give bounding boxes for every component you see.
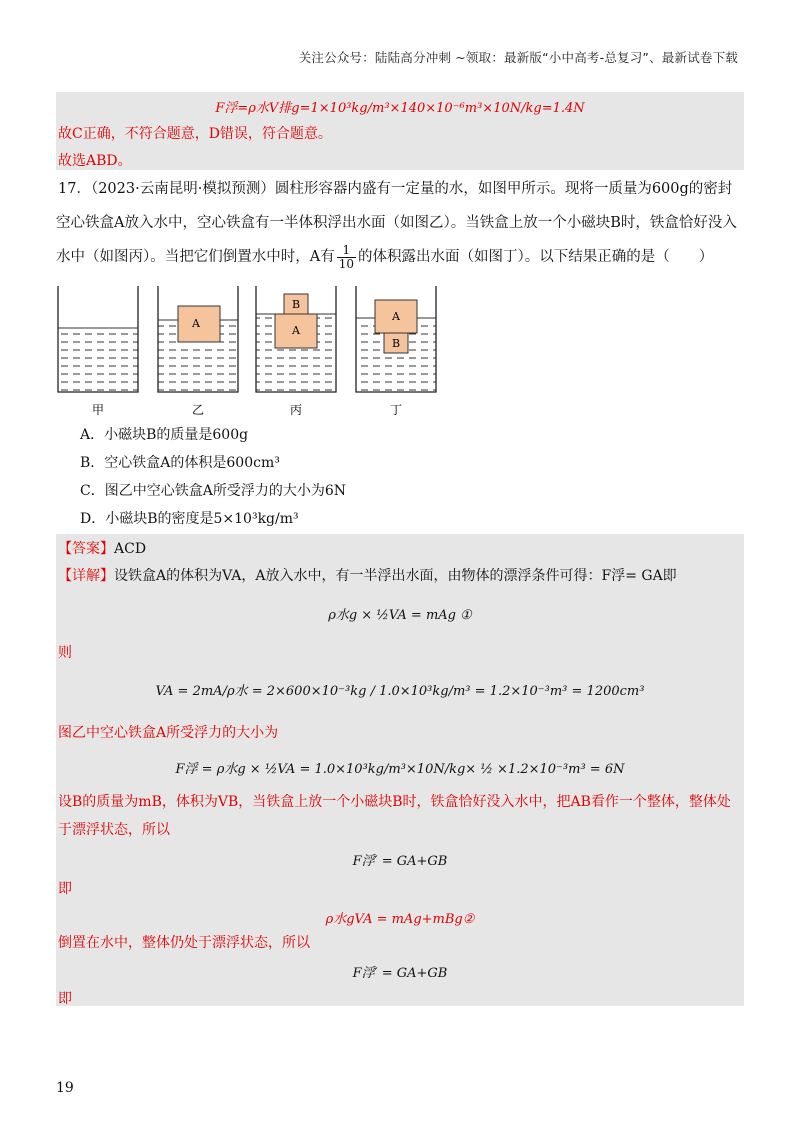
detail-line-1 — [58, 565, 677, 585]
question-number: 17． — [58, 181, 91, 197]
beaker-jia — [58, 286, 138, 392]
question-text-c: 的体积露出水面（如图丁）。以下结果正确的是（ ） — [358, 249, 714, 265]
detail-3: 设B的质量为mB，体积为VB，当铁盒上放一个小磁块B时，铁盒恰好没入水中，把AB看作一个整体，整体处于漂浮状态，所以 — [58, 794, 731, 838]
caption-bing: 丙 — [289, 403, 303, 417]
question-text-b: （如图丙）。当把它们倒置水中时，A有 — [85, 249, 335, 265]
answer-value: ACD — [114, 541, 147, 557]
prev-line-c: 故C正确，不符合题意，D错误，符合题意。 — [58, 126, 332, 142]
equation-3: F浮 = ρ水g × ½VA = 1.0×10³kg/m³×10N/kg× ½ ×1.2×10⁻³m³ = 6N — [175, 762, 625, 777]
beaker-figures — [0, 282, 800, 442]
prev-formula: F浮=ρ水V排g=1×10³kg/m³×140×10⁻⁶m³×10N/kg=1.4N — [215, 101, 585, 116]
option-c: C．图乙中空心铁盒A所受浮力的大小为6N — [80, 483, 346, 499]
detail-2: 图乙中空心铁盒A所受浮力的大小为 — [58, 725, 279, 741]
equation-5: ρ水gVA = mAg+mBg② — [325, 912, 475, 927]
page-number: 19 — [56, 1080, 74, 1096]
detail-4: 倒置在水中，整体仍处于漂浮状态，所以 — [58, 935, 310, 951]
question-text — [56, 172, 746, 274]
ji-label-2: 即 — [58, 991, 72, 1007]
label-a-bing: A — [292, 324, 300, 337]
caption-ding: 丁 — [389, 403, 403, 417]
equation-1: ρ水g × ½VA = mAg ① — [328, 608, 472, 623]
fraction-one-tenth: $\frac{1}{10}$ — [338, 242, 355, 271]
option-b: B．空心铁盒A的体积是600cm³ — [80, 455, 280, 471]
caption-jia: 甲 — [91, 403, 105, 417]
label-b-bing: B — [291, 298, 301, 311]
option-d: D．小磁块B的密度是5×10³kg/m³ — [80, 511, 299, 527]
detail-label: 【详解】 — [58, 568, 114, 584]
prev-line-choose: 故选ABD。 — [58, 153, 132, 169]
page-header: 关注公众号：陆陆高分冲刺 ~领取：最新版“小中高考-总复习”、最新试卷下载 — [298, 50, 738, 65]
caption-yi: 乙 — [191, 403, 205, 417]
detail-1: 设铁盒A的体积为VA，A放入水中，有一半浮出水面，由物体的漂浮条件可得：F浮= GA即 — [114, 568, 677, 584]
label-a-ding: A — [392, 310, 400, 323]
answer-label: 【答案】 — [58, 541, 114, 557]
answer-line — [58, 538, 146, 558]
label-b-ding: B — [391, 337, 401, 350]
equation-2: VA = 2mA/ρ水 = 2×600×10⁻³kg / 1.0×10³kg/m³ = 1.2×10⁻³m³ = 1200cm³ — [155, 684, 645, 699]
then-label: 则 — [58, 645, 72, 661]
option-a: A．小磁块B的质量是600g — [80, 427, 249, 443]
equation-6: F浮′ = GA+GB — [352, 966, 448, 981]
label-a-yi: A — [192, 317, 200, 330]
question-text-a: 圆柱形容器内盛有一定量的水，如图甲所示。现将一质量为600g的密封空心铁盒A放入水中，空心铁盒有一半体积浮出水面（如图乙）。当铁盒上放一个小磁块B时，铁盒恰好没入水中 — [56, 181, 737, 265]
ji-label-1: 即 — [58, 881, 72, 897]
question-source: （2023·云南昆明·模拟预测） — [90, 181, 275, 197]
equation-4: F浮′ = GA+GB — [352, 854, 448, 869]
beaker-yi — [158, 286, 238, 392]
